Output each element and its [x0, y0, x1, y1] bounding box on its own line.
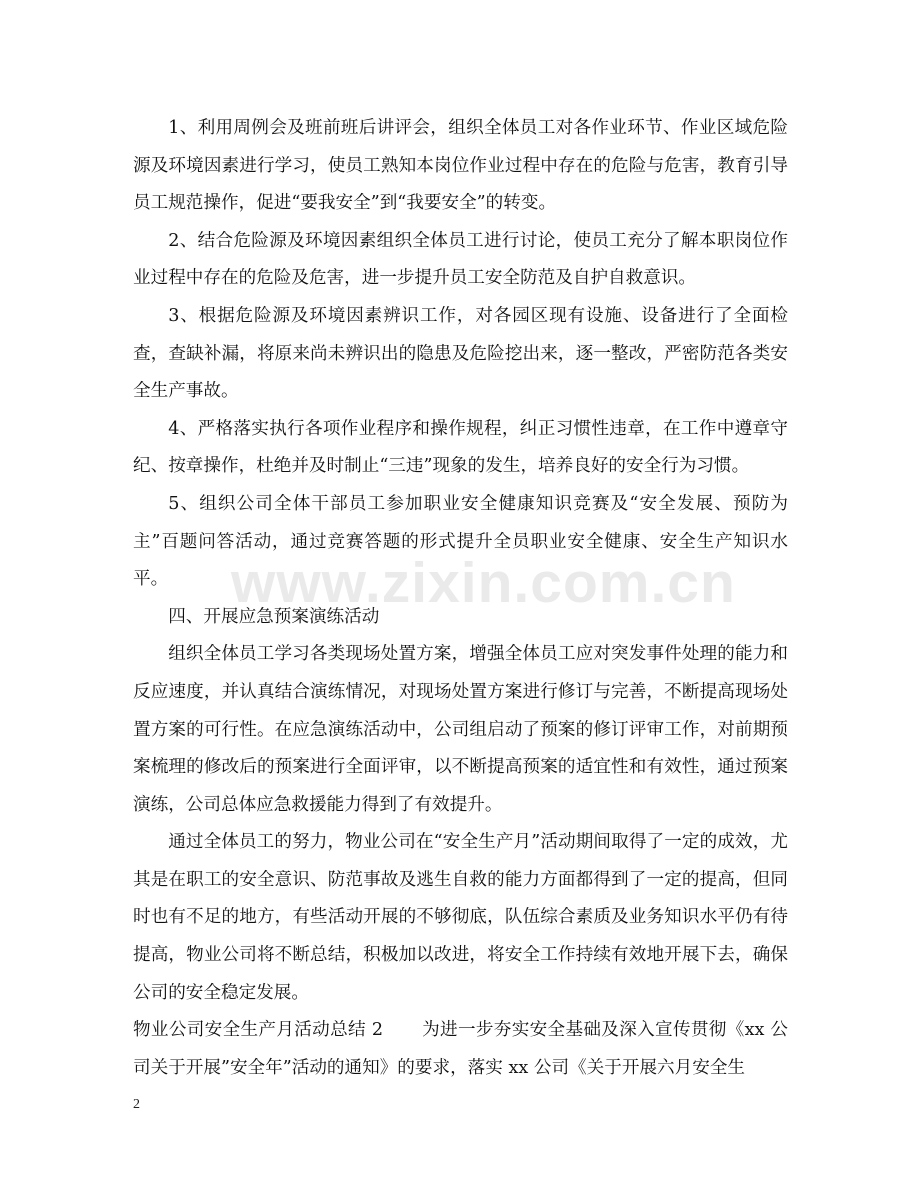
paragraph-item-5: 5、组织公司全体干部员工参加职业安全健康知识竞赛及“安全发展、预防为主”百题问答活动，通过竞赛答题的形式提升全员职业安全健康、安全生产知识水平。 — [133, 493, 788, 590]
section-paragraph-1: 组织全体员工学习各类现场处置方案，增强全体员工应对突发事件处理的能力和反应速度，并认真结合演练情况，对现场处置方案进行修订与完善，不断提高现场处置方案的可行性。在应急演练活动中，公司组启动了预案的修订评审工作，对前期预案梳理的修改后的预案进行全面评审，以不断提高预案的适宜性和有效性，通过预案演练，公司总体应急救援能力得到了有效提升。 — [133, 644, 788, 815]
watermark-text: www.zixin.com.cn — [231, 551, 736, 615]
next-article-intro — [133, 1012, 788, 1087]
paragraph-item-1: 1、利用周例会及班前班后讲评会，组织全体员工对各作业环节、作业区域危险源及环境因素进行学习，使员工熟知本岗位作业过程中存在的危险与危害，教育引导员工规范操作，促进“要我安全”到“我要安全”的转变。 — [133, 118, 788, 214]
section-heading: 四、开展应急预案演练活动 — [168, 606, 380, 627]
paragraph-item-3: 3、根据危险源及环境因素辨识工作，对各园区现有设施、设备进行了全面检查，查缺补漏，将原来尚未辨识出的隐患及危险挖出来，逐一整改，严密防范各类安全生产事故。 — [133, 305, 788, 402]
document-body — [133, 110, 788, 1087]
section-paragraph-2: 通过全体员工的努力，物业公司在“安全生产月”活动期间取得了一定的成效，尤其是在职工的安全意识、防范事故及逃生自救的能力方面都得到了一定的提高，但同时也有不足的地方，有些活动开展的不够彻底，队伍综合素质及业务知识水平仍有待提高，物业公司将不断总结，积极加以改进，将安全工作持续有效地开展下去，确保公司的安全稳定发展。 — [133, 832, 788, 1003]
paragraph-item-2: 2、结合危险源及环境因素组织全体员工进行讨论，使员工充分了解本职岗位作业过程中存在的危险及危害，进一步提升员工安全防范及自护自救意识。 — [133, 230, 788, 289]
paragraph-item-4: 4、严格落实执行各项作业程序和操作规程，纠正习惯性违章，在工作中遵章守纪、按章操作，杜绝并及时制止“三违”现象的发生，培养良好的安全行为习惯。 — [133, 418, 788, 477]
next-article-paragraph: 为进一步夯实安全基础及深入宣传贯彻《xx 公司关于开展”安全年”活动的通知》的要求，落实 xx 公司《关于开展六月安全生 — [133, 1020, 788, 1078]
page-number: 2 — [133, 1097, 140, 1112]
next-article-title: 物业公司安全生产月活动总结 2 — [133, 1020, 384, 1041]
